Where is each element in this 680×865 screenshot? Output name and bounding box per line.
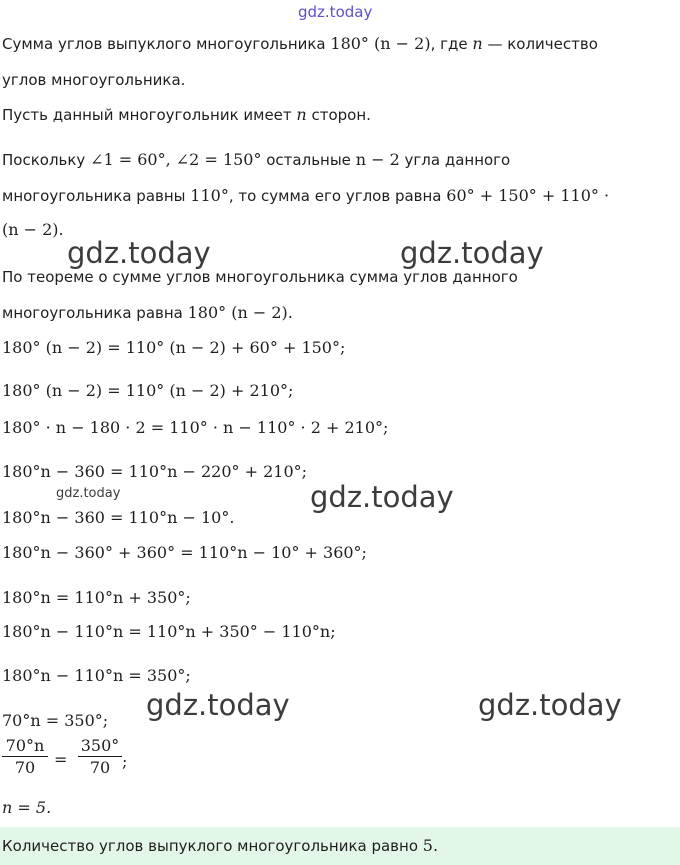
text: , где xyxy=(430,35,473,53)
answer-value: 5. xyxy=(422,836,439,855)
answer-text xyxy=(2,836,438,855)
text-line-7 xyxy=(2,268,518,286)
text: угла данного xyxy=(399,151,511,169)
text: Поскольку xyxy=(2,151,91,169)
math: 110° xyxy=(190,186,229,205)
text-line-3 xyxy=(2,105,371,124)
text: По теореме о сумме углов многоугольника сумма углов данного xyxy=(2,268,518,286)
text-line-8 xyxy=(2,303,293,322)
fraction-right xyxy=(78,736,122,777)
fraction-bar xyxy=(2,756,48,757)
math: (n − 2). xyxy=(2,220,64,239)
text: углов многоугольника. xyxy=(2,71,186,89)
equation: 180°n − 360° + 360° = 110°n − 10° + 360°; xyxy=(2,543,367,562)
math: 180° (n − 2) xyxy=(330,34,431,53)
math: n − 2 xyxy=(355,150,400,169)
equation: 180°n − 110°n = 110°n + 350° − 110°n; xyxy=(2,622,336,641)
text: многоугольника равны xyxy=(2,187,191,205)
result-equation: n = 5. xyxy=(2,798,52,817)
watermark: gdz.today xyxy=(146,688,290,722)
text: Пусть данный многоугольник имеет xyxy=(2,106,297,124)
equation: 180° (n − 2) = 110° (n − 2) + 210°; xyxy=(2,381,294,400)
equation: 180°n = 110°n + 350°; xyxy=(2,588,191,607)
equation: 70°n = 350°; xyxy=(2,711,109,730)
answer-label: Количество углов выпуклого многоугольника равно xyxy=(2,837,423,855)
text: — количество xyxy=(482,35,598,53)
fraction-numerator: 70°n xyxy=(5,736,45,755)
text-line-6 xyxy=(2,220,64,239)
watermark-top: gdz.today xyxy=(298,3,373,21)
equation: 180°n − 360 = 110°n − 10°. xyxy=(2,508,235,527)
equation: 180°n − 110°n = 350°; xyxy=(2,666,191,685)
fraction-denominator: 70 xyxy=(14,758,36,777)
watermark-small: gdz.today xyxy=(56,486,121,501)
text-line-2 xyxy=(2,71,185,89)
text-line-4 xyxy=(2,150,510,169)
math: ∠1 = 60°, ∠2 = 150° xyxy=(90,150,262,169)
equation: 180°n − 360 = 110°n − 220° + 210°; xyxy=(2,462,308,481)
text: остальные xyxy=(261,151,356,169)
text: многоугольника равна xyxy=(2,304,188,322)
math: 60° + 150° + 110° · xyxy=(446,186,610,205)
watermark: gdz.today xyxy=(310,480,454,514)
equals-sign: = xyxy=(54,750,68,769)
text: Сумма углов выпуклого многоугольника xyxy=(2,35,331,53)
text-line-1 xyxy=(2,34,598,53)
watermark: gdz.today xyxy=(400,236,544,270)
equation: 180° · n − 180 · 2 = 110° · n − 110° · 2 + 210°; xyxy=(2,418,389,437)
text-line-5 xyxy=(2,186,609,205)
math: 180° (n − 2). xyxy=(187,303,293,322)
fraction-numerator: 350° xyxy=(80,736,120,755)
math-var: n xyxy=(296,105,307,124)
watermark: gdz.today xyxy=(67,236,211,270)
fraction-bar xyxy=(78,756,122,757)
equation: 180° (n − 2) = 110° (n − 2) + 60° + 150°; xyxy=(2,338,346,357)
answer-box xyxy=(0,827,680,865)
math-var: n xyxy=(472,34,483,53)
fraction-denominator: 70 xyxy=(89,758,111,777)
watermark: gdz.today xyxy=(478,688,622,722)
text: , то сумма его углов равна xyxy=(228,187,447,205)
text: сторон. xyxy=(306,106,371,124)
fraction-left xyxy=(2,736,48,777)
semicolon: ; xyxy=(122,752,128,771)
